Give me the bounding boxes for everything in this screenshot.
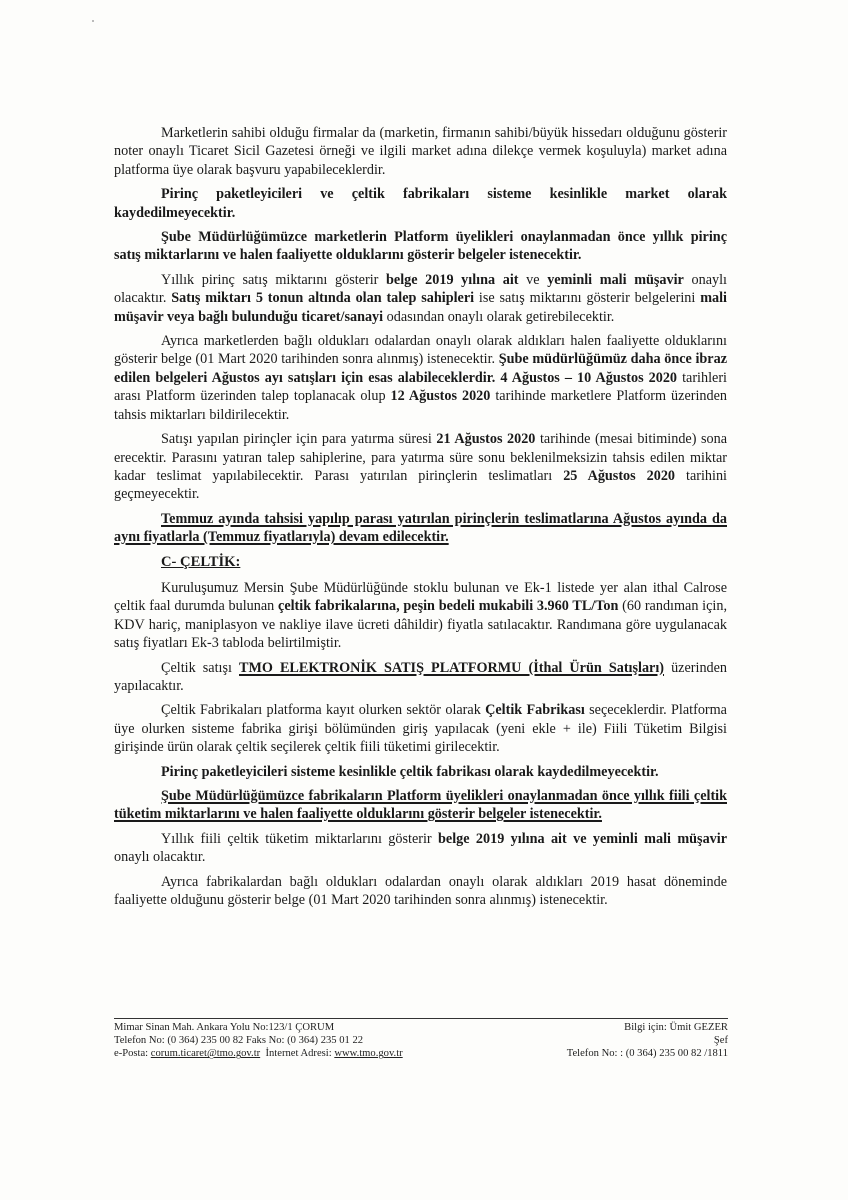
paragraph-factory-activity: Ayrıca fabrikalardan bağlı oldukları odalardan onaylı olarak aldıkları 2019 hasat döneminde faaliyette olduğunu gösterir belge (01 Mart 2020 tarihinden sonra alınmış) istenecektir. — [114, 873, 727, 909]
email-link[interactable]: corum.ticaret@tmo.gov.tr — [150, 1048, 261, 1060]
paragraph-july-deliveries — [114, 510, 727, 547]
paragraph-calrose-sale — [114, 579, 727, 653]
text-run: tarihini geçmeyecektir. — [114, 467, 727, 503]
scan-speck — [92, 20, 94, 22]
text-run: Satışı yapılan pirinçler için para yatırma süresi — [161, 431, 437, 448]
bold-text: 25 Ağustos 2020 — [563, 467, 676, 484]
platform-name: TMO ELEKTRONİK SATIŞ PLATFORMU (İthal Ürün Satışları) — [239, 659, 665, 676]
footer-phone-fax: Telefon No: (0 364) 235 00 82 Faks No: (0 364) 235 01 22 — [114, 1035, 364, 1047]
footer-contact-person: Bilgi için: Ümit GEZER — [624, 1022, 728, 1033]
text-run: Yıllık pirinç satış miktarını gösterir — [161, 271, 386, 288]
bold-text: çeltik fabrikalarına, peşin bedeli mukabili 3.960 TL/Ton — [278, 598, 619, 615]
bold-text: Şube müdürlüğümüz daha önce ibraz edilen belgeleri Ağustos ayı satışları için esas alabileceklerdir. — [114, 351, 727, 386]
bold-text: Şube Müdürlüğümüzce marketlerin Platform üyelikleri onaylanmadan önce yıllık pirinç satış miktarlarını ve halen faaliyette olduklarını gösterir belgeler istenecektir. — [114, 229, 727, 264]
text-run: Kuruluşumuz Mersin Şube Müdürlüğünde stoklu bulunan ve Ek-1 listede yer alan ithal Calrose çeltik faal durumda bulunan — [114, 579, 727, 615]
text-run: Yıllık fiili çeltik tüketim miktarlarını gösterir — [161, 830, 439, 847]
footer-address: Mimar Sinan Mah. Ankara Yolu No:123/1 ÇORUM — [114, 1022, 335, 1033]
underlined-bold-text: Şube Müdürlüğümüzce fabrikaların Platform üyelikleri onaylanmadan önce yıllık fiili çeltik tüketim miktarlarını ve halen faaliyette olduklarını gösterir belgeler istenecektir. — [114, 788, 727, 823]
text-run: Çeltik satışı — [161, 659, 239, 676]
paragraph-packers-not-factory — [114, 763, 727, 781]
text-run: (60 randıman için, KDV hariç, maniplasyon ve nakliye ilave ücreti dâhildir) fiyatla satılacaktır. Randımana göre uygulanacak satış fiyatları Ek-3 tabloda belirtilmiştir. — [114, 598, 728, 652]
web-label: İnternet Adresi: — [260, 1048, 335, 1060]
text-run: odasından onaylı olarak getirebilecektir. — [383, 308, 615, 325]
bold-text: Pirinç paketleyicileri sisteme kesinlikle çeltik fabrikası olarak kaydedilmeyecektir. — [161, 763, 659, 780]
bold-text: 4 Ağustos – 10 Ağustos 2020 — [500, 369, 678, 386]
paragraph-factory-consumption — [114, 830, 727, 867]
paragraph-factory-registration — [114, 701, 727, 756]
paragraph-rice-packers-warning — [114, 185, 727, 222]
bold-text: mali müşavir veya bağlı bulunduğu ticaret/sanayi — [114, 290, 727, 325]
paragraph-activity-document — [114, 332, 727, 424]
text-run: onaylı olacaktır. — [114, 271, 727, 307]
bold-text: belge 2019 yılına ait ve yeminli mali müşavir — [438, 830, 727, 847]
text-run: Ayrıca marketlerden bağlı oldukları odalardan onaylı olarak aldıkları halen faaliyette olduklarını gösterir belge (01 Mart 2020 tarihinden sonra alınmış) istenecektir. — [114, 333, 727, 368]
paragraph-branch-approval — [114, 228, 727, 265]
bold-text: Pirinç paketleyicileri ve çeltik fabrikaları sisteme kesinlikle market olarak kaydedilmeyecektir. — [114, 186, 727, 221]
text-run: ve — [518, 271, 548, 288]
footer-left — [114, 1021, 403, 1061]
paragraph-payment-deadline — [114, 430, 727, 504]
text-run: Çeltik Fabrikaları platforma kayıt olurken sektör olarak — [161, 702, 486, 719]
paragraph-sales-platform — [114, 659, 727, 696]
email-label: e-Posta: — [114, 1048, 151, 1060]
footer-divider — [114, 1018, 728, 1019]
text-run: ise satış miktarını gösterir belgelerini — [474, 290, 701, 307]
underlined-bold-text: Temmuz ayında tahsisi yapılıp parası yatırılan pirinçlerin teslimatlarına Ağustos ayında da aynı fiyatlarla (Temmuz fiyatlarıyla) devam edilecektir. — [114, 510, 727, 546]
footer-contact-links — [114, 1047, 403, 1060]
website-link[interactable]: www.tmo.gov.tr — [334, 1048, 403, 1060]
text-run: üzerinden yapılacaktır. — [114, 659, 728, 694]
bold-text: 12 Ağustos 2020 — [390, 388, 491, 405]
footer-contact-title: Şef — [713, 1035, 728, 1047]
text-run: tarihinde marketlere Platform üzerinden tahsis miktarları bildirilecektir. — [114, 388, 727, 423]
document-body — [114, 124, 727, 915]
bold-text: 21 Ağustos 2020 — [436, 431, 536, 448]
paragraph-factory-approval — [114, 787, 727, 824]
bold-text: Satış miktarı 5 tonun altında olan talep sahipleri — [171, 290, 475, 307]
bold-text: belge 2019 yılına ait — [386, 271, 519, 288]
text-run: tarihleri arası Platform üzerinden talep toplanacak olup — [114, 369, 727, 405]
footer-right — [567, 1021, 728, 1061]
text-run: seçeceklerdir. Platforma üye olurken sisteme fabrika girişi bölümünden giriş yapılacak (yeni ekle + ile) Fiili Tüketim Bilgisi girişinde ürün olarak çeltik seçilerek çeltik fiili tüketimi girilecektir. — [114, 702, 727, 756]
bold-text: yeminli mali müşavir — [547, 271, 684, 288]
bold-text: Çeltik Fabrikası — [485, 702, 585, 719]
paragraph-annual-sales — [114, 271, 727, 326]
footer-contact-phone: Telefon No: : (0 364) 235 00 82 /1811 — [566, 1048, 728, 1060]
text-run: tarihinde (mesai bitiminde) sona erecektir. Parasını yatıran talep sahiplerine, para yatırma süre sonu beklenilmeksizin tahsis edilen miktar kadar teslimat yapılabilecektir. Parası yatırılan pirinçlerin teslimatları — [114, 431, 728, 484]
paragraph-market-owners: Marketlerin sahibi olduğu firmalar da (marketin, firmanın sahibi/büyük hissedarı olduğunu gösterir noter onaylı Ticaret Sicil Gazetesi örneği ve ilgili market adına dilekçe vermek koşuluyla) market adına platforma üye olarak başvuru yapabileceklerdir. — [114, 125, 727, 178]
text-run: onaylı olacaktır. — [114, 849, 206, 866]
section-heading-celtik: C- ÇELTİK: — [161, 553, 241, 570]
